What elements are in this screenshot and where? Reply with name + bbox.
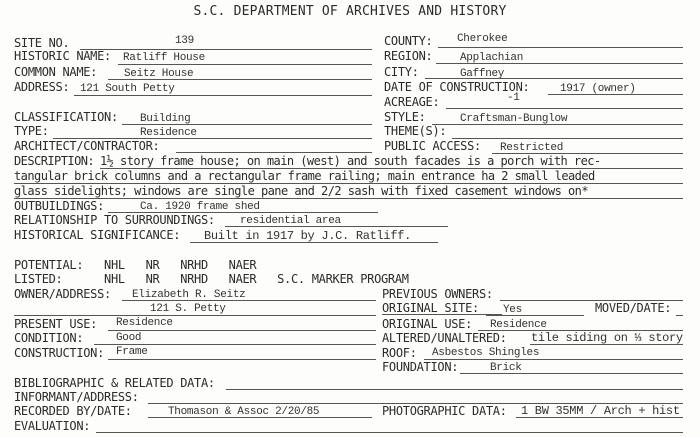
- common-name-rule: [108, 79, 372, 80]
- architect-label: ARCHITECT/CONTRACTOR:: [14, 139, 160, 153]
- original-site-label: ORIGINAL SITE:: [382, 301, 479, 315]
- date-of-construction-value: 1917 (owner): [560, 83, 636, 95]
- recorded-by-label: RECORDED BY/DATE:: [14, 404, 132, 418]
- evaluation-label: EVALUATION:: [14, 419, 91, 433]
- public-access-value: Restricted: [500, 142, 564, 154]
- relationship-rule: [225, 226, 448, 227]
- owner-address-value: 121 S. Petty: [150, 303, 226, 315]
- style-rule: [432, 124, 683, 125]
- present-use-rule: [108, 330, 376, 331]
- significance-rule: [190, 242, 438, 243]
- roof-rule: [424, 359, 683, 360]
- recorded-by-value: Thomason & Assoc 2/20/85: [168, 406, 320, 418]
- construction-label: CONSTRUCTION:: [14, 346, 105, 360]
- city-value: Gaffney: [460, 68, 505, 80]
- photographic-data-rule: [516, 417, 683, 418]
- informant-label: INFORMANT/ADDRESS:: [14, 390, 139, 404]
- type-label: TYPE:: [14, 124, 49, 138]
- photographic-data-label: PHOTOGRAPHIC DATA:: [382, 404, 507, 418]
- themes-rule: [452, 138, 683, 139]
- altered-value: tile siding on ⅓ story: [531, 331, 683, 345]
- present-use-value: Residence: [116, 317, 173, 329]
- description-label: DESCRIPTION:: [14, 154, 95, 168]
- description-rule-3: [14, 198, 683, 199]
- relationship-value: residential area: [240, 215, 341, 227]
- potential-row: POTENTIAL: NHL NR NRHD NAER: [14, 258, 257, 272]
- recorded-by-rule: [148, 417, 372, 418]
- moved-date-label: MOVED/DATE:: [595, 301, 672, 315]
- classification-label: CLASSIFICATION:: [14, 110, 118, 124]
- owner-rule-2: [14, 315, 376, 316]
- address-value: 121 South Petty: [80, 83, 175, 95]
- city-label: CITY:: [384, 65, 419, 79]
- condition-rule: [94, 344, 376, 345]
- city-rule: [425, 78, 683, 79]
- county-rule: [438, 47, 683, 48]
- altered-rule: [530, 344, 683, 345]
- present-use-label: PRESENT USE:: [14, 317, 98, 331]
- acreage-value: -1: [507, 92, 520, 104]
- bibliographic-label: BIBLIOGRAPHIC & RELATED DATA:: [14, 376, 215, 390]
- region-rule: [436, 63, 683, 64]
- original-use-value: Residence: [490, 319, 547, 331]
- original-site-value: Yes: [503, 304, 522, 316]
- foundation-value: Brick: [490, 362, 522, 374]
- public-access-label: PUBLIC ACCESS:: [384, 139, 481, 153]
- common-name-label: COMMON NAME:: [14, 65, 98, 79]
- construction-value: Frame: [116, 346, 148, 358]
- historic-name-rule: [118, 64, 372, 65]
- historic-name-label: HISTORIC NAME:: [14, 49, 111, 63]
- page-title: S.C. DEPARTMENT OF ARCHIVES AND HISTORY: [193, 4, 507, 19]
- common-name-value: Seitz House: [124, 68, 194, 80]
- date-of-construction-label: DATE OF CONSTRUCTION:: [384, 80, 530, 94]
- evaluation-rule: [96, 432, 683, 433]
- themes-label: THEME(S):: [384, 124, 447, 138]
- outbuildings-value: Ca. 1920 frame shed: [140, 201, 260, 213]
- classification-value: Building: [140, 113, 191, 125]
- historic-name-value: Ratliff House: [123, 52, 205, 64]
- owner-rule-1: [122, 300, 376, 301]
- county-label: COUNTY:: [384, 34, 433, 48]
- significance-value: Built in 1917 by J.C. Ratliff.: [204, 229, 412, 243]
- date-rule: [548, 94, 683, 95]
- county-value: Cherokee: [457, 33, 508, 45]
- classification-rule: [122, 124, 372, 125]
- owner-address-label: OWNER/ADDRESS:: [14, 287, 111, 301]
- foundation-rule: [460, 373, 683, 374]
- condition-label: CONDITION:: [14, 331, 84, 345]
- relationship-label: RELATIONSHIP TO SURROUNDINGS:: [14, 213, 215, 227]
- type-value: Residence: [140, 127, 197, 139]
- site-no-value: 139: [175, 35, 194, 47]
- bibliographic-rule: [226, 389, 683, 390]
- foundation-label: FOUNDATION:: [382, 360, 459, 374]
- original-use-label: ORIGINAL USE:: [382, 317, 473, 331]
- previous-owners-label: PREVIOUS OWNERS:: [382, 287, 493, 301]
- significance-label: HISTORICAL SIGNIFICANCE:: [14, 228, 181, 242]
- owner-name-value: Elizabeth R. Seitz: [132, 289, 246, 301]
- site-no-rule: [80, 49, 372, 50]
- region-label: REGION:: [384, 49, 433, 63]
- description-line-2: tangular brick columns and a rectangular frame railing; main entrance ha 2 small leaded: [14, 169, 595, 183]
- architect-rule: [176, 152, 372, 153]
- description-line-3: glass sidelights; windows are single pane and 2/2 sash with fixed casement windows on*: [14, 184, 589, 198]
- condition-value: Good: [116, 332, 142, 344]
- acreage-rule: [446, 108, 683, 109]
- photographic-data-value: 1 BW 35MM / Arch + hist: [521, 404, 680, 418]
- address-rule: [74, 95, 372, 96]
- outbuildings-label: OUTBUILDINGS:: [14, 199, 105, 213]
- site-no-label: SITE NO.: [14, 36, 70, 50]
- description-line-1: 1½ story frame house; on main (west) and south facades is a porch with rec-: [100, 154, 601, 168]
- region-value: Applachian: [460, 52, 524, 64]
- roof-value: Asbestos Shingles: [432, 347, 540, 359]
- acreage-label: ACREAGE:: [384, 95, 440, 109]
- roof-label: ROOF:: [382, 346, 417, 360]
- address-label: ADDRESS:: [14, 80, 70, 94]
- style-value: Craftsman-Bunglow: [460, 113, 568, 125]
- construction-rule: [108, 359, 376, 360]
- altered-label: ALTERED/UNALTERED:: [382, 331, 507, 345]
- original-site-rule: [486, 315, 584, 316]
- moved-date-rule: [676, 315, 683, 316]
- style-label: STYLE:: [384, 110, 426, 124]
- listed-row: LISTED: NHL NR NRHD NAER S.C. MARKER PROGRAM: [14, 272, 409, 286]
